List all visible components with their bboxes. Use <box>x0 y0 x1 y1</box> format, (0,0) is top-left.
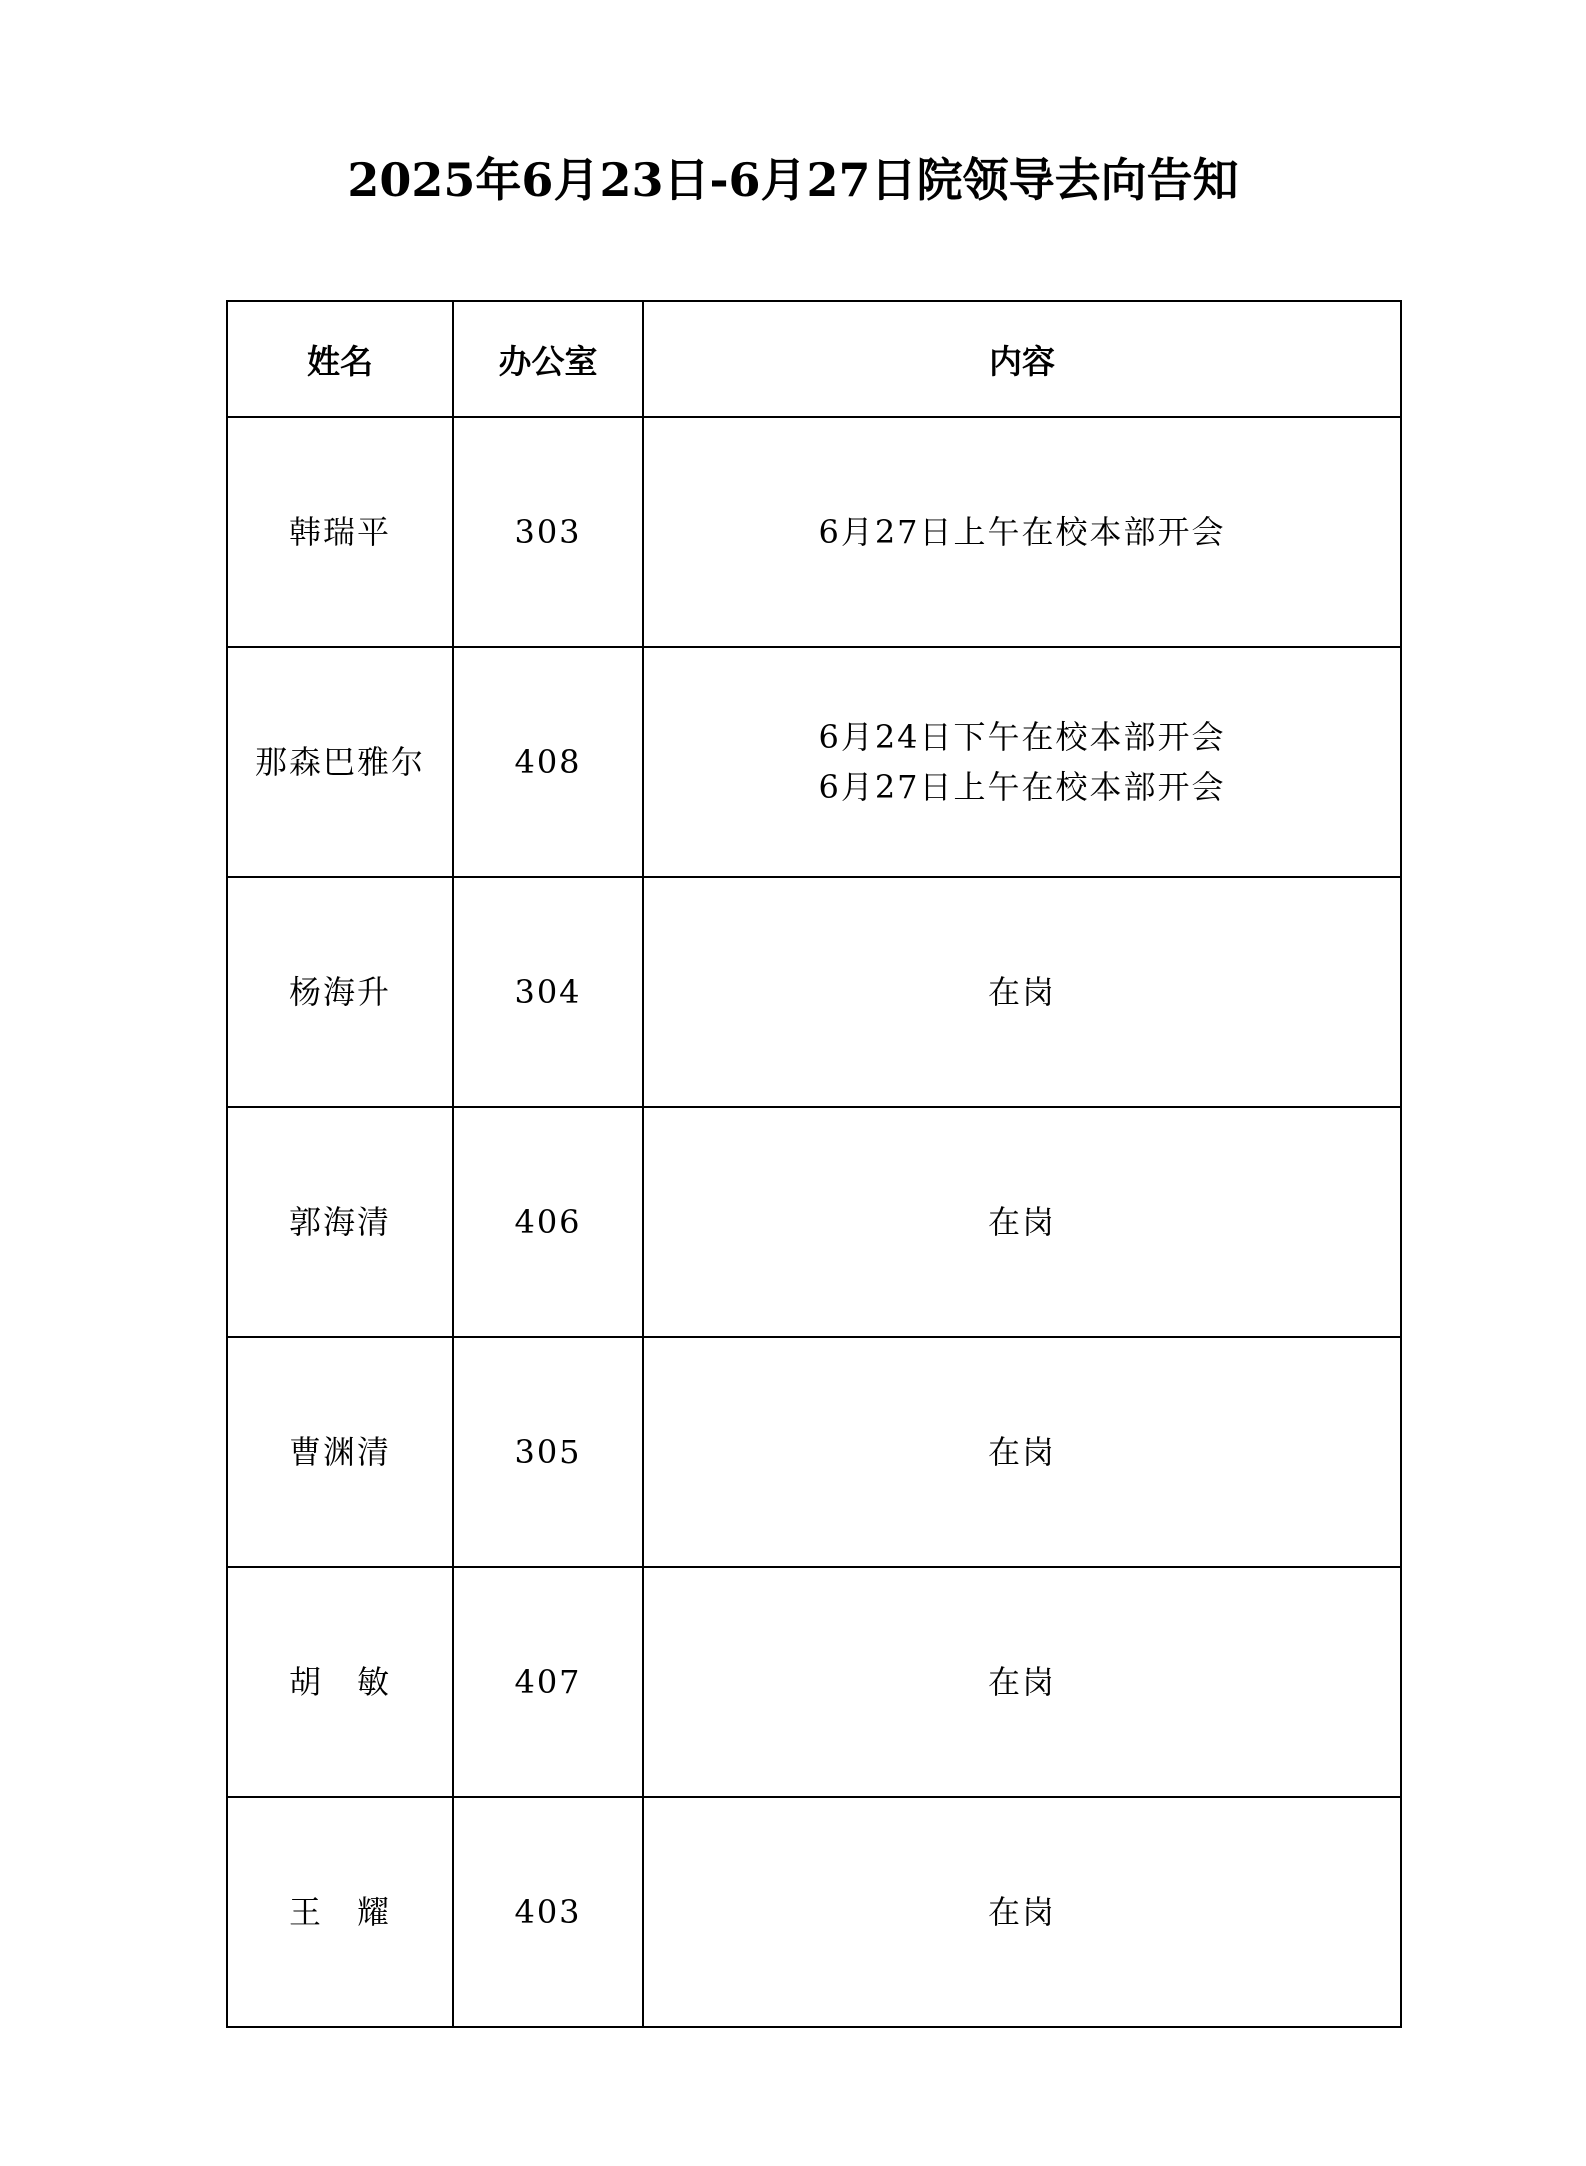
content-line: 在岗 <box>987 1433 1056 1471</box>
cell-content <box>643 877 1401 1107</box>
cell-name: 王 耀 <box>227 1797 453 2027</box>
cell-office: 304 <box>453 877 643 1107</box>
table-row <box>227 1567 1401 1797</box>
cell-name: 那森巴雅尔 <box>227 647 453 877</box>
cell-office: 305 <box>453 1337 643 1567</box>
cell-name: 曹渊清 <box>227 1337 453 1567</box>
header-content: 内容 <box>643 301 1401 417</box>
content-line: 6月24日下午在校本部开会 <box>818 718 1226 756</box>
table-row <box>227 877 1401 1107</box>
cell-office: 403 <box>453 1797 643 2027</box>
content-line: 在岗 <box>987 1203 1056 1241</box>
table-row <box>227 1107 1401 1337</box>
cell-office: 303 <box>453 417 643 647</box>
content-line: 6月27日上午在校本部开会 <box>818 768 1226 806</box>
header-name: 姓名 <box>227 301 453 417</box>
cell-office: 406 <box>453 1107 643 1337</box>
table-row <box>227 1337 1401 1567</box>
table-header-row <box>227 301 1401 417</box>
content-line: 在岗 <box>987 1663 1056 1701</box>
content-line: 6月27日上午在校本部开会 <box>818 513 1226 551</box>
content-line: 在岗 <box>987 973 1056 1011</box>
cell-name: 韩瑞平 <box>227 417 453 647</box>
cell-content <box>643 1567 1401 1797</box>
leader-whereabouts-table <box>226 300 1402 2028</box>
cell-content <box>643 647 1401 877</box>
cell-office: 407 <box>453 1567 643 1797</box>
cell-office: 408 <box>453 647 643 877</box>
cell-content <box>643 1107 1401 1337</box>
header-office: 办公室 <box>453 301 643 417</box>
cell-content <box>643 417 1401 647</box>
page-title: 2025年6月23日-6月27日院领导去向告知 <box>347 153 1239 207</box>
cell-name: 杨海升 <box>227 877 453 1107</box>
cell-content <box>643 1797 1401 2027</box>
table-row <box>227 647 1401 877</box>
table-row <box>227 1797 1401 2027</box>
cell-content <box>643 1337 1401 1567</box>
cell-name: 郭海清 <box>227 1107 453 1337</box>
content-line: 在岗 <box>987 1893 1056 1931</box>
table-row <box>227 417 1401 647</box>
cell-name: 胡 敏 <box>227 1567 453 1797</box>
